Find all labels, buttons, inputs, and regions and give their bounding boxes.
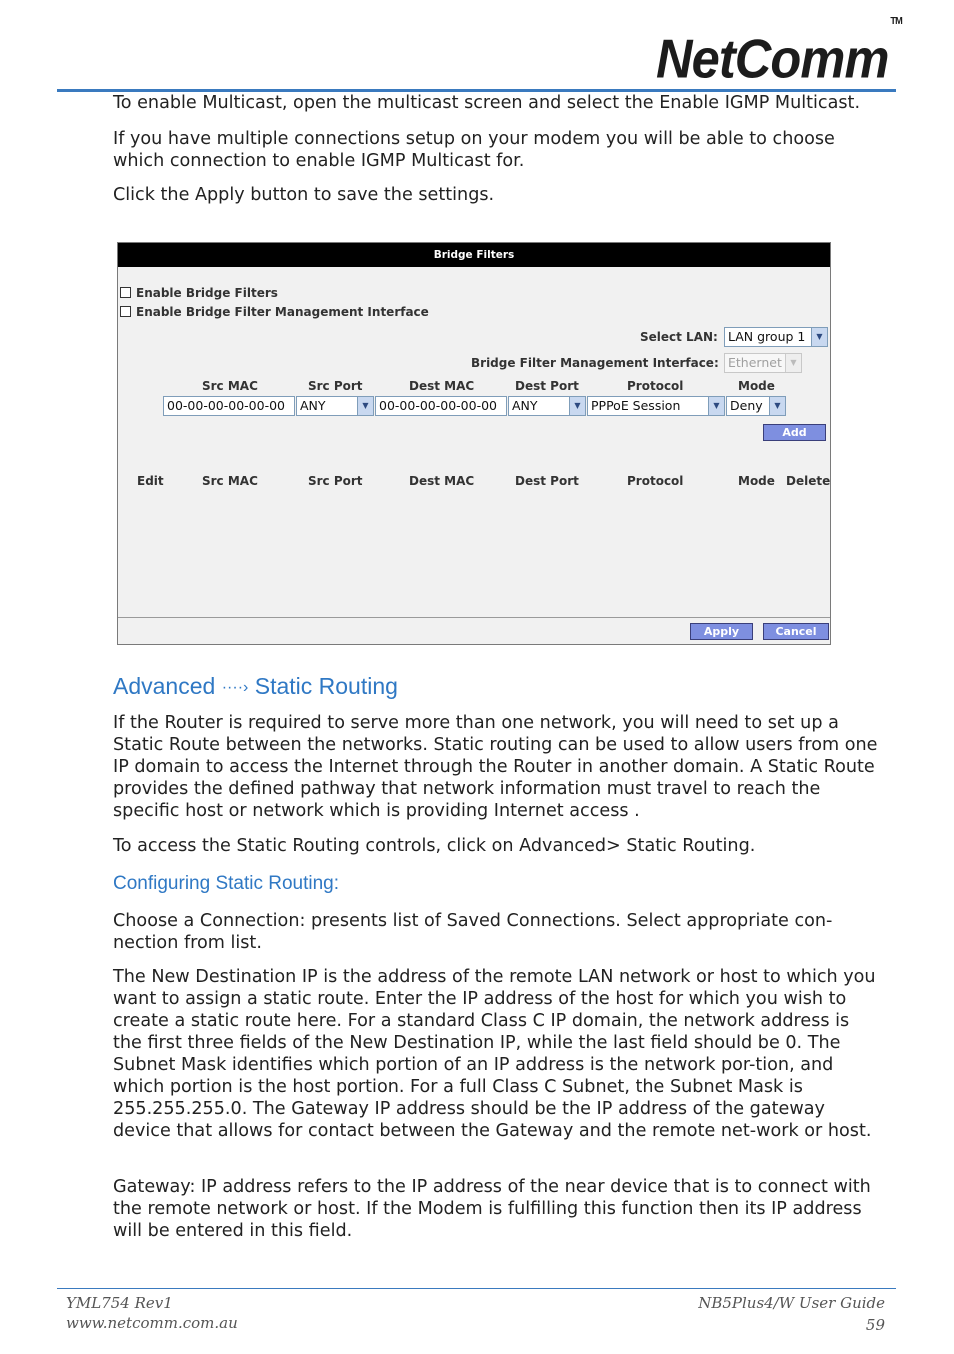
chevron-down-icon: ▼	[811, 328, 827, 346]
static-routing-paragraph-1: If the Router is required to serve more than one network, you will need to set up a Static Route between the networks. Static routing can be used to allow users from one IP domain to access the Internet through the Router in another domain. A Static Route provides the defined pathway that network information must travel to reach the specific host or network which is providing Internet access .	[113, 713, 878, 821]
protocol-dropdown[interactable]	[587, 396, 725, 416]
select-lan-label: Select LAN:	[640, 330, 718, 344]
static-routing-paragraph-4: The New Destination IP is the address of the remote LAN network or host to which you want to assign a static route. Enter the IP address of the host for which you wish to create a static route here. For a standard Class C IP domain, the network address is the first three fields of the New Destination IP, while the last field should be 0. The Subnet Mask identifies which portion of an IP address is the network por-tion, and which portion is the host portion. For a full Class C Subnet, the Subnet Mask is 255.255.255.0. The Gateway IP address should be the IP address of the gateway device that allows for contact between the Gateway and the remote net-work or host.	[113, 967, 876, 1141]
list-col-edit: Edit	[137, 474, 164, 488]
static-routing-paragraph-2: To access the Static Routing controls, click on Advanced> Static Routing.	[113, 836, 756, 856]
chevron-down-icon: ▼	[569, 397, 585, 415]
intro-paragraph-2: If you have multiple connections setup on your modem you will be able to choose which connection to enable IGMP Multicast for.	[113, 129, 835, 171]
chevron-down-icon: ▼	[357, 397, 373, 415]
src-mac-input[interactable]: 00-00-00-00-00-00	[163, 396, 295, 416]
mode-value: Deny	[730, 398, 763, 413]
enable-bridge-filters-checkbox[interactable]	[120, 287, 131, 298]
static-routing-paragraph-3: Choose a Connection: presents list of Saved Connections. Select appropriate con-nection from list.	[113, 911, 833, 953]
src-port-value: ANY	[300, 398, 326, 413]
heading-suffix: Static Routing	[254, 673, 398, 699]
static-routing-paragraph-5: Gateway: IP address refers to the IP address of the near device that is to connect with the remote network or host. If the Modem is fulfilling this function then its IP address will be entered in this field.	[113, 1177, 871, 1241]
footer-website[interactable]: www.netcomm.com.au	[66, 1314, 238, 1332]
list-col-protocol: Protocol	[627, 474, 684, 488]
chevron-down-icon: ▼	[785, 354, 801, 372]
dest-mac-input[interactable]: 00-00-00-00-00-00	[375, 396, 507, 416]
cancel-button[interactable]: Cancel	[763, 623, 829, 640]
col-src-mac: Src MAC	[202, 379, 258, 393]
footer-guide-title: NB5Plus4/W User Guide	[698, 1294, 885, 1312]
mgmt-interface-value: Ethernet	[728, 355, 782, 370]
footer-rule	[57, 1288, 896, 1289]
col-protocol: Protocol	[627, 379, 684, 393]
dest-port-value: ANY	[512, 398, 538, 413]
dest-port-dropdown[interactable]	[508, 396, 586, 416]
sub-heading-configuring: Configuring Static Routing:	[113, 873, 340, 894]
heading-prefix: Advanced	[113, 673, 216, 699]
col-dest-port: Dest Port	[515, 379, 579, 393]
col-src-port: Src Port	[308, 379, 363, 393]
add-button[interactable]: Add	[763, 424, 826, 441]
footer-doc-id: YML754 Rev1	[66, 1294, 173, 1312]
list-col-delete: Delete	[786, 474, 831, 488]
enable-bridge-filters-label: Enable Bridge Filters	[136, 286, 278, 300]
list-col-mode: Mode	[738, 474, 775, 488]
list-col-src-port: Src Port	[308, 474, 363, 488]
apply-button[interactable]: Apply	[690, 623, 753, 640]
dotted-arrow-icon: ····›	[221, 679, 249, 696]
mgmt-interface-label: Bridge Filter Management Interface:	[471, 356, 719, 370]
intro-paragraph-3: Click the Apply button to save the settings.	[113, 185, 495, 205]
src-port-dropdown[interactable]	[296, 396, 374, 416]
logo-text: NetComm	[656, 27, 889, 90]
mgmt-interface-dropdown[interactable]	[724, 353, 802, 373]
list-col-dest-port: Dest Port	[515, 474, 579, 488]
bridge-filters-title-bar: Bridge Filters	[118, 243, 830, 267]
panel-footer-divider	[118, 617, 830, 618]
section-heading-static-routing	[113, 672, 398, 702]
select-lan-dropdown[interactable]	[724, 327, 828, 347]
list-col-dest-mac: Dest MAC	[409, 474, 475, 488]
intro-paragraph-1: To enable Multicast, open the multicast screen and select the Enable IGMP Multicast.	[113, 93, 861, 113]
mode-dropdown[interactable]	[726, 396, 786, 416]
enable-mgmt-interface-label: Enable Bridge Filter Management Interface	[136, 305, 429, 319]
protocol-value: PPPoE Session	[591, 398, 681, 413]
footer-page-number: 59	[865, 1316, 885, 1334]
trademark-mark: TM	[890, 16, 902, 27]
col-mode: Mode	[738, 379, 775, 393]
netcomm-logo	[656, 16, 902, 90]
bridge-filters-panel	[117, 242, 831, 645]
enable-mgmt-interface-checkbox[interactable]	[120, 306, 131, 317]
list-col-src-mac: Src MAC	[202, 474, 258, 488]
chevron-down-icon: ▼	[769, 397, 785, 415]
col-dest-mac: Dest MAC	[409, 379, 475, 393]
chevron-down-icon: ▼	[708, 397, 724, 415]
enable-mgmt-interface-option[interactable]	[120, 305, 429, 319]
select-lan-value: LAN group 1	[728, 329, 806, 344]
enable-bridge-filters-option[interactable]	[120, 286, 278, 300]
